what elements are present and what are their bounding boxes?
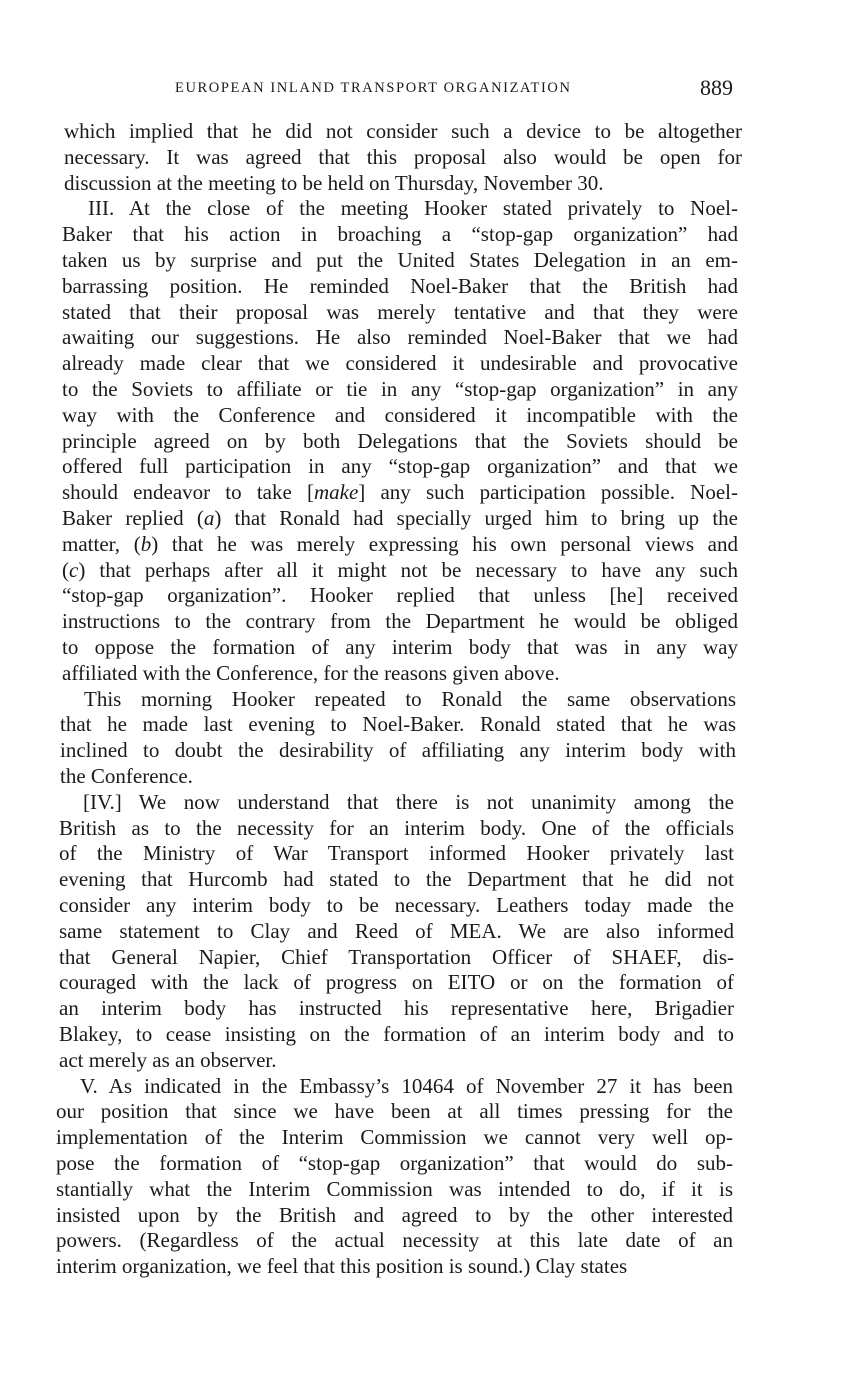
text-line: stantially what the Interim Commission was intended to do, if it is	[56, 1176, 733, 1201]
text-line: pose the formation of “stop-gap organization” that would do sub-	[56, 1151, 733, 1175]
text-line: Baker that his action in broaching a “stop-gap organization” had	[62, 222, 738, 247]
text-line: (c) that perhaps after all it might not be necessary to have any such	[62, 557, 738, 582]
text-line: already made clear that we considered it undesirable and provocative	[62, 351, 738, 376]
text-line: same statement to Clay and Reed of MEA. We are also informed	[59, 918, 734, 943]
text-line: stated that their proposal was merely tentative and that they were	[62, 299, 738, 324]
text-line: should endeavor to take [make] any such participation possible. Noel-	[62, 480, 738, 505]
text-line: to the Soviets to affiliate or tie in any “stop-gap organization” in any	[62, 377, 738, 401]
text-line: way with the Conference and considered it incompatible with the	[62, 402, 738, 427]
text-line: [IV.] We now understand that there is not unanimity among the	[83, 789, 734, 814]
text-line: instructions to the contrary from the Department he would be obliged	[62, 609, 738, 634]
text-line: taken us by surprise and put the United States Delegation in an em-	[62, 248, 738, 272]
text-line: V. As indicated in the Embassy’s 10464 of November 27 it has been	[80, 1073, 733, 1098]
text-line: powers. (Regardless of the actual necessity at this late date of an	[56, 1228, 733, 1253]
text-line: discussion at the meeting to be held on Thursday, November 30.	[64, 170, 604, 195]
text-line: act merely as an observer.	[59, 1047, 277, 1072]
text-line: matter, (b) that he was merely expressing his own personal views and	[62, 531, 738, 556]
text-line: affiliated with the Conference, for the reasons given above.	[62, 660, 560, 685]
text-line: principle agreed on by both Delegations that the Soviets should be	[62, 428, 738, 453]
text-line: that he made last evening to Noel-Baker. Ronald stated that he was	[60, 712, 736, 737]
text-line: consider any interim body to be necessary. Leathers today made the	[59, 893, 734, 917]
text-line: III. At the close of the meeting Hooker stated privately to Noel-	[88, 196, 738, 221]
text-line: barrassing position. He reminded Noel-Baker that the British had	[62, 273, 738, 298]
text-line: insisted upon by the British and agreed to by the other interested	[56, 1202, 733, 1227]
text-line: necessary. It was agreed that this proposal also would be open for	[64, 144, 742, 169]
text-line: awaiting our suggestions. He also reminded Noel-Baker that we had	[62, 325, 738, 350]
text-line: evening that Hurcomb had stated to the Department that he did not	[59, 867, 734, 892]
text-line: to oppose the formation of any interim body that was in any way	[62, 635, 738, 659]
text-line: interim organization, we feel that this position is sound.) Clay states	[56, 1254, 628, 1279]
text-line: our position that since we have been at all times pressing for the	[56, 1099, 733, 1124]
text-line: “stop-gap organization”. Hooker replied that unless [he] received	[62, 583, 738, 608]
text-line: couraged with the lack of progress on EITO or on the formation of	[59, 970, 734, 995]
text-line: implementation of the Interim Commission we cannot very well op-	[56, 1125, 733, 1150]
text-line: which implied that he did not consider such a device to be altogether	[64, 119, 742, 143]
text-line: that General Napier, Chief Transportation Officer of SHAEF, dis-	[59, 944, 734, 969]
text-line: British as to the necessity for an interim body. One of the officials	[59, 815, 734, 840]
running-head	[60, 75, 740, 102]
text-line: the Conference.	[60, 764, 193, 788]
text-line: This morning Hooker repeated to Ronald the same observations	[84, 686, 736, 711]
text-line: offered full participation in any “stop-gap organization” and that we	[62, 454, 738, 479]
text-line: Baker replied (a) that Ronald had specially urged him to bring up the	[62, 506, 738, 530]
text-line: inclined to doubt the desirability of affiliating any interim body with	[60, 738, 736, 763]
text-line: of the Ministry of War Transport informed Hooker privately last	[59, 841, 734, 866]
text-line: an interim body has instructed his representative here, Brigadier	[59, 996, 734, 1021]
page-number: 889	[700, 75, 733, 100]
running-title: EUROPEAN INLAND TRANSPORT ORGANIZATION	[175, 80, 572, 96]
text-line: Blakey, to cease insisting on the formation of an interim body and to	[59, 1022, 734, 1046]
